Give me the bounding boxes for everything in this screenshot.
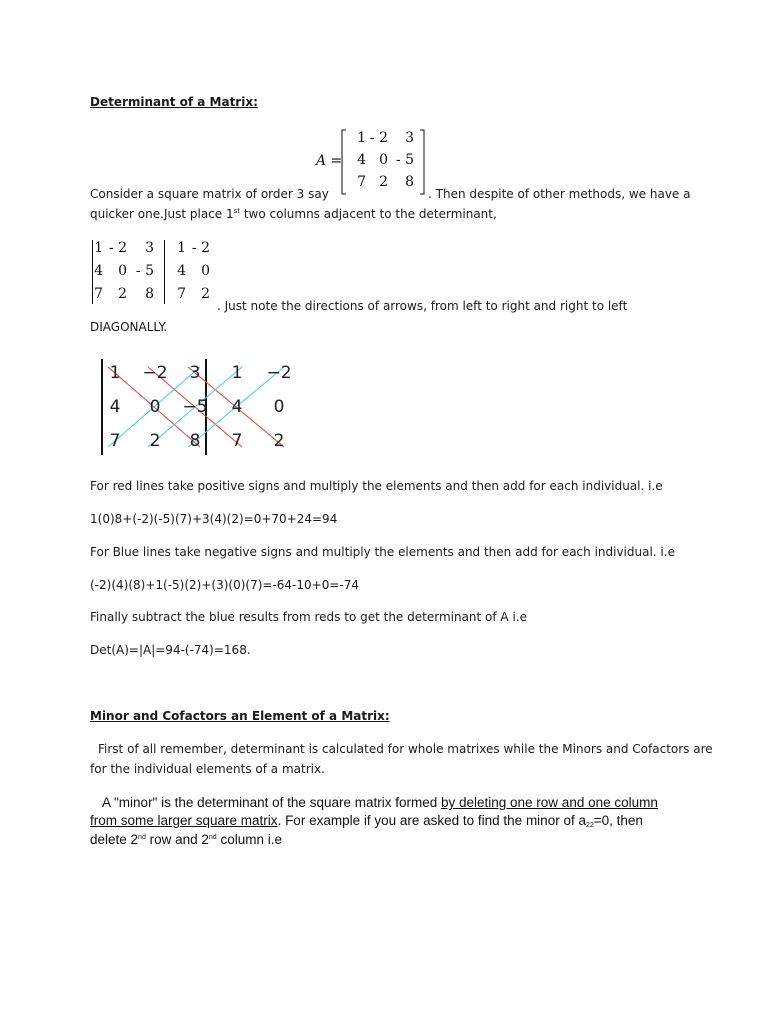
consider-text: Consider a square matrix of order 3 say xyxy=(90,187,329,201)
diagram-cell: −2 xyxy=(142,363,168,383)
diagram-cell: −2 xyxy=(266,363,292,383)
matrix-a-cell: 7 xyxy=(357,174,366,190)
diagram-cell: 4 xyxy=(109,397,121,417)
diagram-cell: 0 xyxy=(149,397,161,417)
section-heading-determinant: Determinant of a Matrix: xyxy=(90,95,258,109)
red-lines-text: For red lines take positive signs and multiply the elements and then add for each individual. i.e xyxy=(90,479,663,493)
extended-cell: 0 xyxy=(201,263,210,279)
extended-cell: 3 xyxy=(145,240,154,256)
diagonal-diagram xyxy=(100,355,300,460)
para2-line3-b: row and 2 xyxy=(145,832,209,847)
diagram-cell: −5 xyxy=(182,397,208,417)
matrix-a-cell: 8 xyxy=(405,174,414,190)
matrix-a-cell: - 5 xyxy=(395,152,414,168)
extended-cell: 1 xyxy=(94,240,103,256)
extended-cell: - 5 xyxy=(135,263,154,279)
extended-determinant xyxy=(90,238,220,308)
para2-sub: 22 xyxy=(585,822,594,829)
extended-cell: - 2 xyxy=(191,240,210,256)
matrix-label: A = xyxy=(316,153,343,169)
extended-cell: 4 xyxy=(177,263,186,279)
extended-cell: 1 xyxy=(177,240,186,256)
quicker-text-a: quicker one.Just place 1 xyxy=(90,207,234,221)
extended-cell: 7 xyxy=(177,286,186,302)
para2-line2-c: =0, then xyxy=(593,813,643,828)
matrix-a xyxy=(340,128,426,196)
finally-text: Finally subtract the blue results from reds to get the determinant of A i.e xyxy=(90,610,527,624)
extended-cell: - 2 xyxy=(108,240,127,256)
para2-line2 xyxy=(90,813,643,828)
diagram-cell: 3 xyxy=(189,363,201,383)
para2-line1 xyxy=(102,795,658,810)
diagonally-text: DIAGONALLY. xyxy=(90,320,168,334)
det-result: Det(A)=|A|=94-(-74)=168. xyxy=(90,643,251,657)
diagram-cell: 4 xyxy=(231,397,243,417)
diagram-cell: 8 xyxy=(189,431,201,451)
diagram-cell: 7 xyxy=(231,431,243,451)
para2-line1-a: A "minor" is the determinant of the square matrix formed xyxy=(102,795,441,810)
matrix-a-cell: 3 xyxy=(405,130,414,146)
quicker-text-b: two columns adjacent to the determinant, xyxy=(240,207,497,221)
red-formula: 1(0)8+(-2)(-5)(7)+3(4)(2)=0+70+24=94 xyxy=(90,512,338,526)
det-right-bar xyxy=(164,240,165,304)
directions-text: . Just note the directions of arrows, from left to right and right to left xyxy=(217,299,628,313)
para2-line1-u: by deleting one row and one column xyxy=(440,795,658,810)
extended-cell: 0 xyxy=(118,263,127,279)
extended-cell: 2 xyxy=(118,286,127,302)
extended-cell: 7 xyxy=(94,286,103,302)
diagram-cell: 1 xyxy=(231,363,243,383)
quicker-sup: st xyxy=(233,207,241,215)
diagram-cell: 0 xyxy=(273,397,285,417)
extended-cell: 4 xyxy=(94,263,103,279)
para2-line2-u: from some larger square matrix xyxy=(90,813,278,828)
blue-formula: (-2)(4)(8)+1(-5)(2)+(3)(0)(7)=-64-10+0=-74 xyxy=(90,578,359,592)
diagram-cell: 2 xyxy=(273,431,285,451)
para2-sup1: nd xyxy=(138,834,146,841)
diagram-cell: 1 xyxy=(109,363,121,383)
extended-cell: 8 xyxy=(145,286,154,302)
matrix-a-cell: 4 xyxy=(357,152,366,168)
para2-line2-b: . For example if you are asked to find the minor of a xyxy=(277,813,586,828)
matrix-a-cell: 0 xyxy=(379,152,388,168)
section-heading-minor: Minor and Cofactors an Element of a Matrix: xyxy=(90,709,390,723)
para1-line2: for the individual elements of a matrix. xyxy=(90,762,325,776)
matrix-a-cell: 1 xyxy=(357,130,366,146)
para2-line3 xyxy=(90,832,282,847)
diagram-cell: 2 xyxy=(149,431,161,451)
para1-line1: First of all remember, determinant is calculated for whole matrixes while the Minors and Cofactors are xyxy=(98,742,713,756)
quicker-line xyxy=(90,207,497,221)
para2-line3-c: column i.e xyxy=(216,832,282,847)
consider-tail: . Then despite of other methods, we have a xyxy=(428,187,691,201)
para2-sup2: nd xyxy=(208,834,217,841)
para2-line3-a: delete 2 xyxy=(90,832,139,847)
extended-cell: 2 xyxy=(201,286,210,302)
matrix-a-cell: 2 xyxy=(379,174,388,190)
blue-lines-text: For Blue lines take negative signs and multiply the elements and then add for each individual. i.e xyxy=(90,545,675,559)
diagram-cell: 7 xyxy=(109,431,121,451)
matrix-a-cell: - 2 xyxy=(369,130,388,146)
